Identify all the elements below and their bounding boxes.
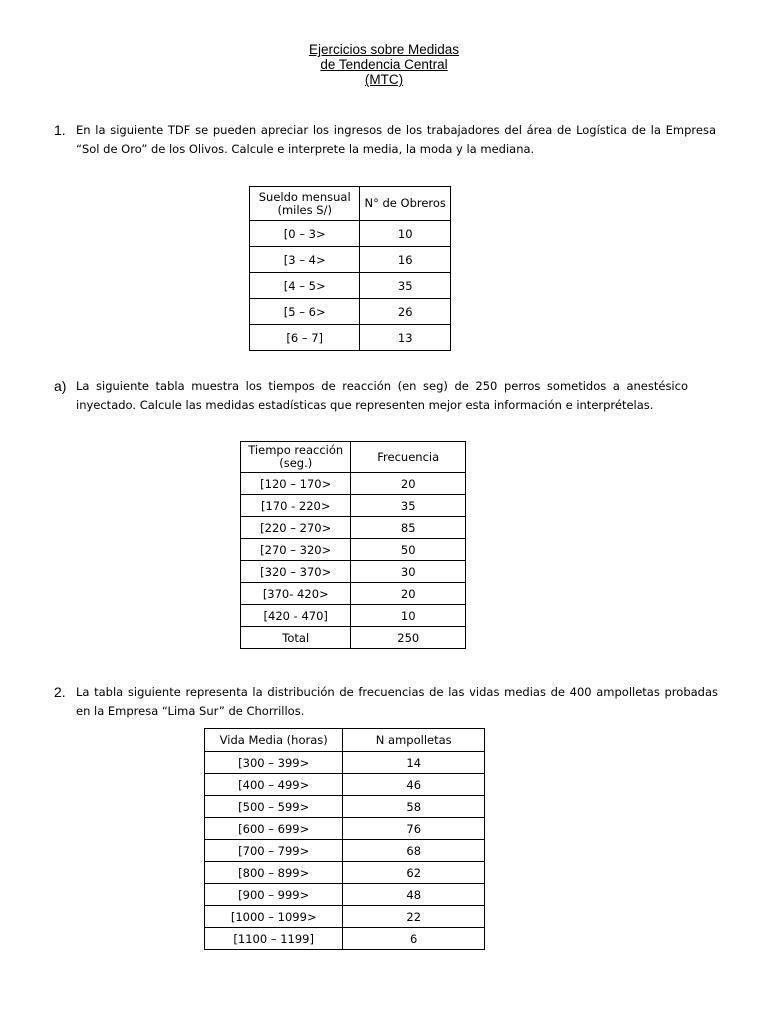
table-salaries: [249, 186, 451, 351]
table-cell: [300 – 399>: [205, 752, 343, 774]
table-cell: 13: [360, 325, 451, 351]
table-cell: 35: [360, 273, 451, 299]
table-row: [250, 273, 451, 299]
table-cell: 10: [360, 221, 451, 247]
table-row: [241, 583, 466, 605]
table-row: [205, 840, 485, 862]
table-cell: 26: [360, 299, 451, 325]
table-bulb-lifetimes: [204, 728, 485, 950]
table-header-cell: Vida Media (horas): [205, 729, 343, 752]
table-cell: [170 - 220>: [241, 495, 351, 517]
table-row: [241, 495, 466, 517]
table-cell: 35: [351, 495, 466, 517]
table-row: [205, 862, 485, 884]
table-row: [241, 561, 466, 583]
question-a: [54, 377, 688, 415]
table-cell: [3 – 4>: [250, 247, 360, 273]
table-cell: [420 - 470]: [241, 605, 351, 627]
table-cell: [120 – 170>: [241, 473, 351, 495]
table-cell: [700 – 799>: [205, 840, 343, 862]
table-cell: [220 – 270>: [241, 517, 351, 539]
table-cell: [400 – 499>: [205, 774, 343, 796]
table-row: [241, 517, 466, 539]
question-1-text: En la siguiente TDF se pueden apreciar los ingresos de los trabajadores del área de Logística de la Empresa “Sol de Oro” de los Olivos. Calcule e interprete la media, la moda y la mediana.: [76, 123, 716, 156]
question-2-text: La tabla siguiente representa la distribución de frecuencias de las vidas medias de 400 ampolletas probadas en la Empresa “Lima Sur” de Chorrillos.: [76, 685, 718, 718]
table-reaction-times: [240, 441, 466, 649]
table-row: [241, 605, 466, 627]
page-title: [0, 42, 768, 87]
table-cell: 22: [343, 906, 485, 928]
table-cell: [1000 – 1099>: [205, 906, 343, 928]
title-line-1: Ejercicios sobre Medidas: [308, 42, 460, 57]
table-cell: [6 – 7]: [250, 325, 360, 351]
table-cell: [270 – 320>: [241, 539, 351, 561]
table-cell: [900 – 999>: [205, 884, 343, 906]
table-cell: 14: [343, 752, 485, 774]
table-cell: 46: [343, 774, 485, 796]
table-cell: 48: [343, 884, 485, 906]
table-header-cell: N ampolletas: [343, 729, 485, 752]
table-cell: 85: [351, 517, 466, 539]
table-row-total: [241, 627, 466, 649]
table-row: [250, 247, 451, 273]
table-row: [205, 752, 485, 774]
table-row: [241, 473, 466, 495]
table-row: [205, 928, 485, 950]
table-cell: [370- 420>: [241, 583, 351, 605]
table-cell: 20: [351, 583, 466, 605]
table-cell: [4 – 5>: [250, 273, 360, 299]
question-2: [54, 683, 718, 721]
table-row: [205, 774, 485, 796]
table-cell: 30: [351, 561, 466, 583]
table-cell: 50: [351, 539, 466, 561]
table-header-cell: Sueldo mensual (miles S/): [250, 187, 360, 221]
table-cell: 68: [343, 840, 485, 862]
table-row: [205, 818, 485, 840]
table-cell: 10: [351, 605, 466, 627]
table-cell: [800 – 899>: [205, 862, 343, 884]
table-cell: 62: [343, 862, 485, 884]
table-cell: 16: [360, 247, 451, 273]
table-cell: 76: [343, 818, 485, 840]
table-row: [250, 221, 451, 247]
table-row: [250, 299, 451, 325]
table-cell: [600 – 699>: [205, 818, 343, 840]
title-line-3: (MTC): [364, 72, 404, 87]
question-a-number: a): [54, 378, 67, 394]
table-cell: [5 – 6>: [250, 299, 360, 325]
question-2-number: 2.: [54, 684, 66, 700]
table-cell: 58: [343, 796, 485, 818]
table-cell: Total: [241, 627, 351, 649]
table-row: [205, 796, 485, 818]
table-cell: [0 – 3>: [250, 221, 360, 247]
table-row: [250, 325, 451, 351]
table-row: [205, 906, 485, 928]
table-cell: 20: [351, 473, 466, 495]
table-row: [241, 539, 466, 561]
title-line-2: de Tendencia Central: [320, 57, 448, 72]
table-cell: [1100 – 1199]: [205, 928, 343, 950]
table-header-cell: Frecuencia: [351, 442, 466, 473]
table-cell: 6: [343, 928, 485, 950]
table-cell: [500 – 599>: [205, 796, 343, 818]
table-cell: 250: [351, 627, 466, 649]
question-1: [54, 121, 716, 159]
table-cell: [320 – 370>: [241, 561, 351, 583]
question-a-text: La siguiente tabla muestra los tiempos de reacción (en seg) de 250 perros sometidos a anestésico inyectado. Calcule las medidas estadísticas que representen mejor esta información e interprételas.: [76, 379, 688, 412]
table-header-cell: N° de Obreros: [360, 187, 451, 221]
table-row: [205, 884, 485, 906]
question-1-number: 1.: [54, 122, 66, 138]
table-header-cell: Tiempo reacción (seg.): [241, 442, 351, 473]
